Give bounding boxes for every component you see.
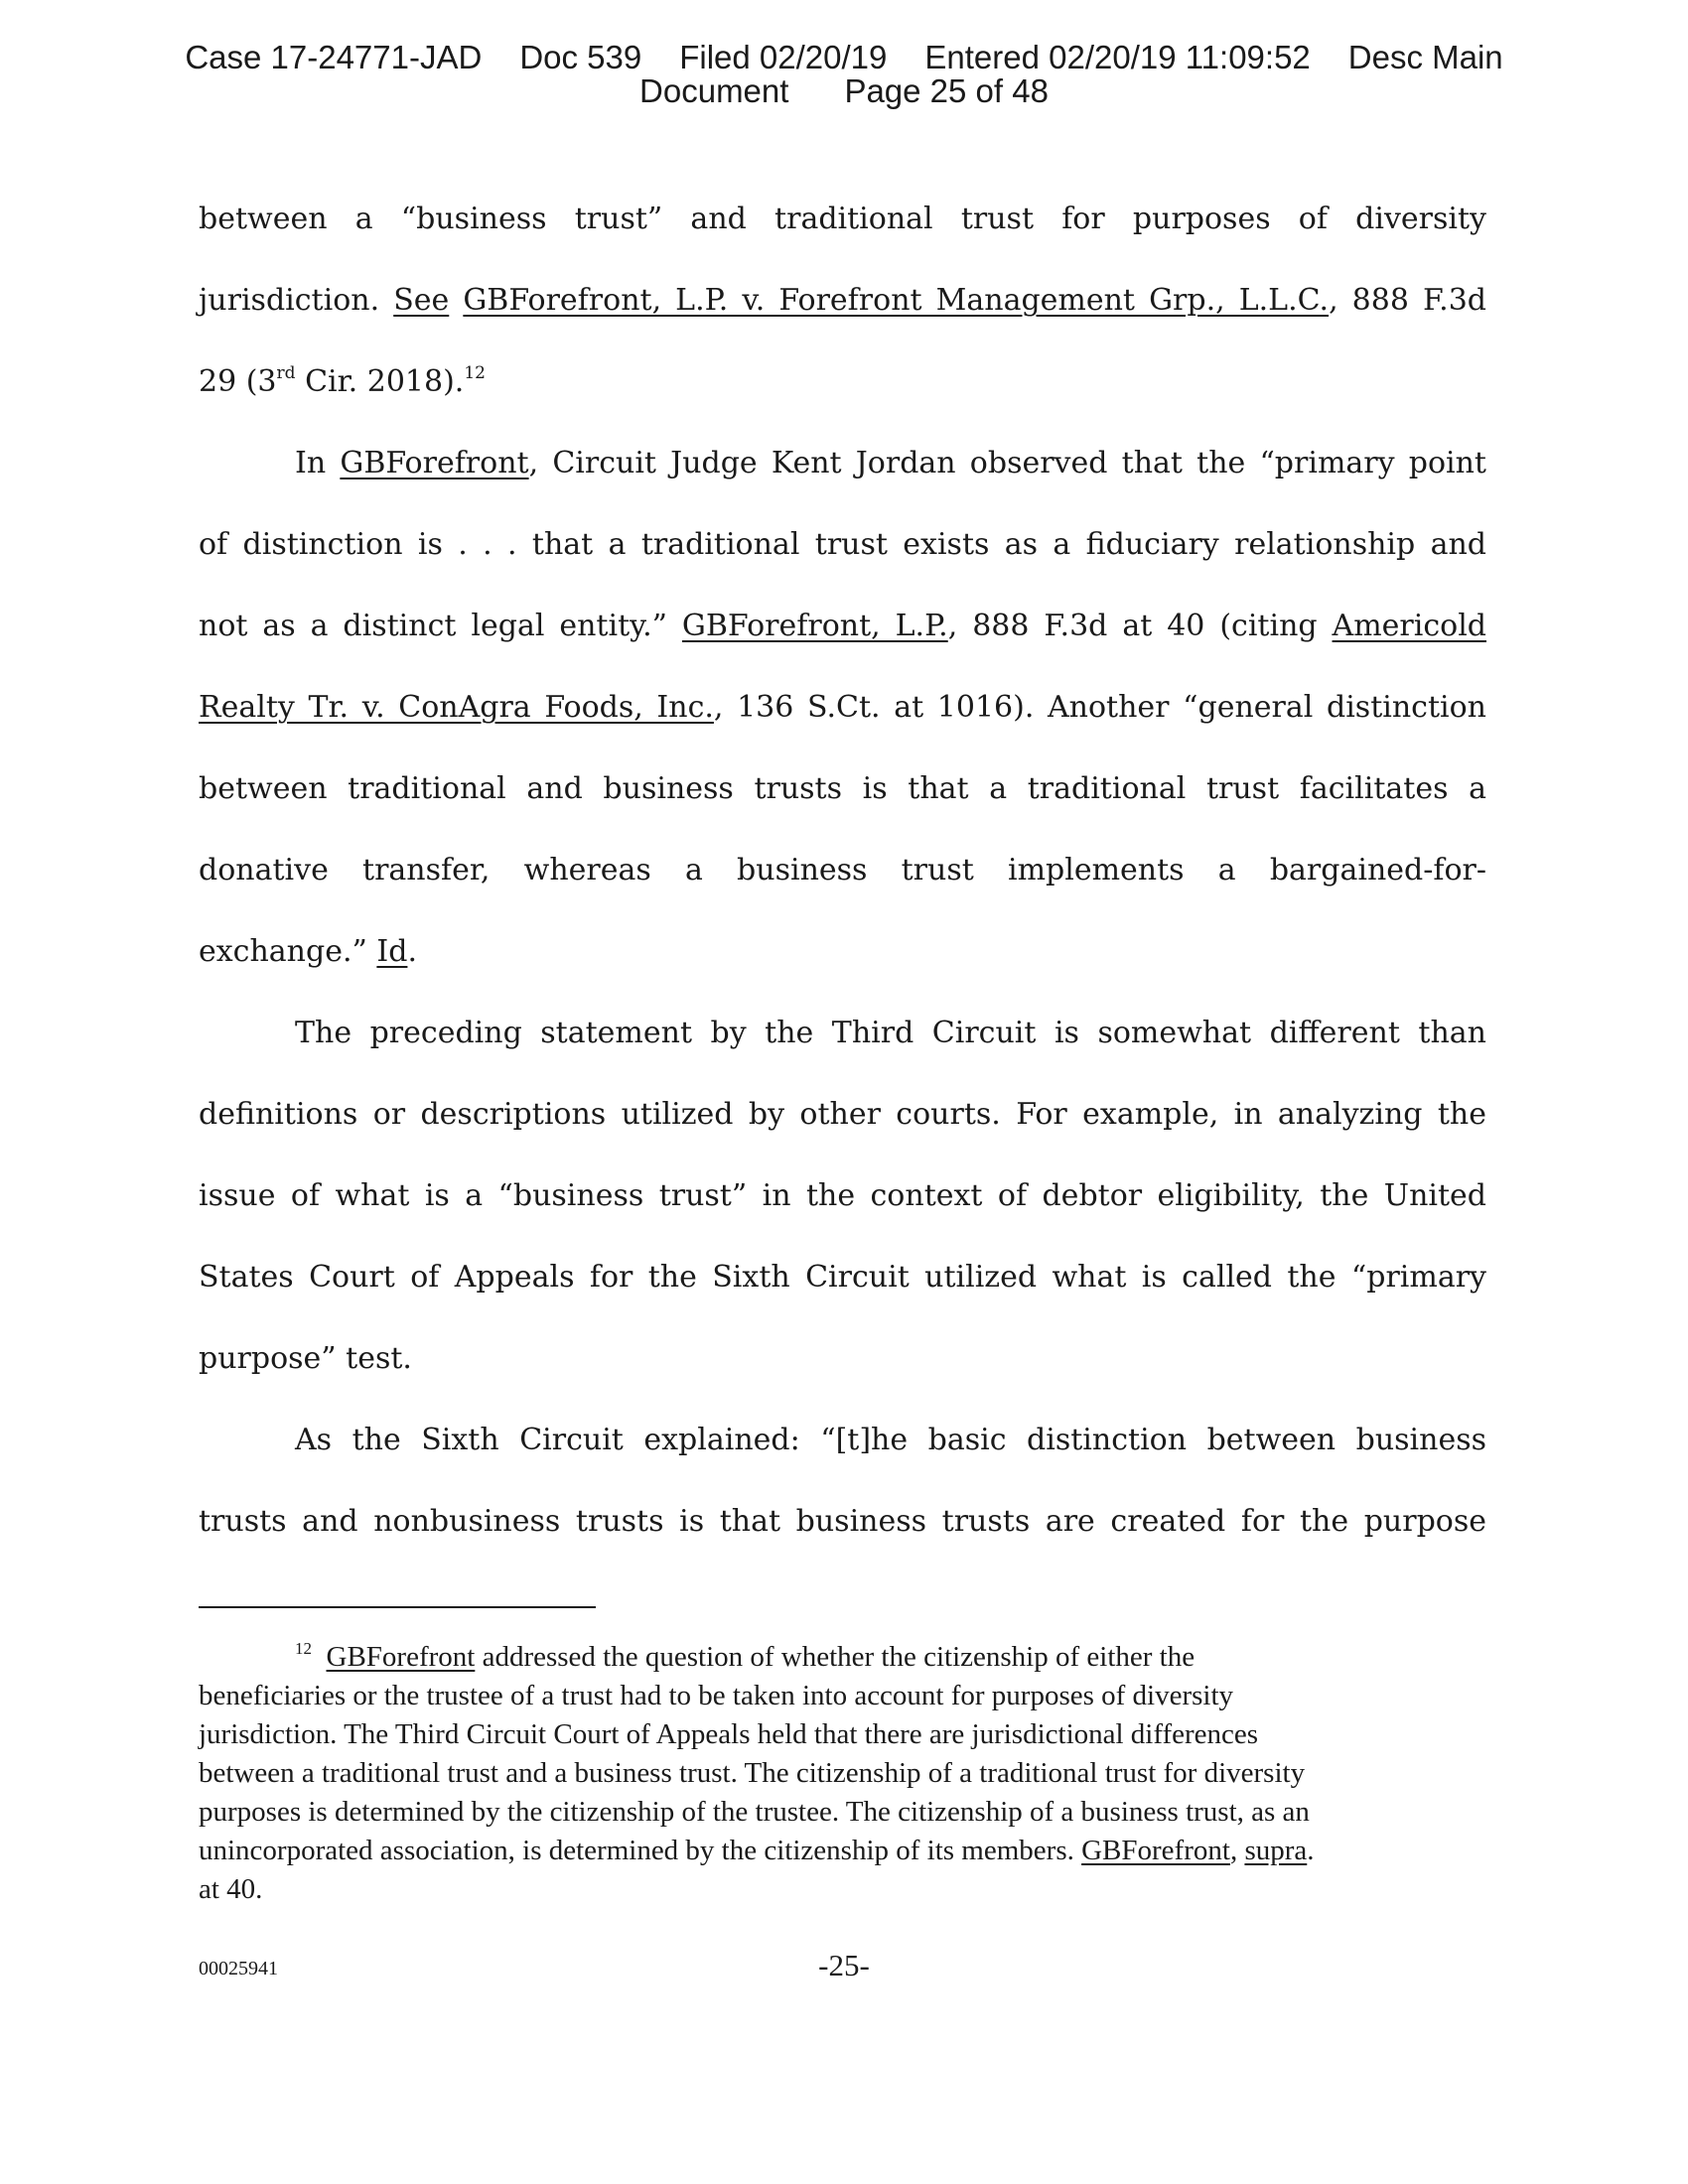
case-citation-americold: Realty Tr. v. ConAgra Foods, Inc.	[199, 690, 714, 725]
body-line: In GBForefront, Circuit Judge Kent Jordan observed that the “primary point	[295, 446, 1486, 480]
body-line: definitions or descriptions utilized by other courts. For example, in analyzing the	[199, 1097, 1486, 1132]
footnote-reference: 12	[464, 363, 486, 383]
body-line: States Court of Appeals for the Sixth Circuit utilized what is called the “primary	[199, 1260, 1486, 1295]
footnote-line: $^{12}$ GBForefront addressed the question of whether the citizenship of either the	[295, 1639, 1196, 1673]
body-line: purpose” test.	[199, 1341, 412, 1376]
footnote-line: purposes is determined by the citizenship of the trustee. The citizenship of a business trust, as an	[199, 1796, 1310, 1828]
desc-label: Desc Main	[1347, 39, 1503, 75]
body-line: between a “business trust” and traditional trust for purposes of diversity	[199, 202, 1486, 236]
body-line: between traditional and business trusts is that a traditional trust facilitates a	[199, 771, 1486, 806]
footnote-number: 12	[295, 1639, 312, 1658]
body-line: Realty Tr. v. ConAgra Foods, Inc., 136 S.Ct. at 1016). Another “general distinction	[199, 690, 1486, 725]
doc-number: Doc 539	[519, 39, 642, 75]
footnote-line: beneficiaries or the trustee of a trust had to be taken into account for purposes of diversity	[199, 1680, 1234, 1711]
body-line: issue of what is a “business trust” in the context of debtor eligibility, the United	[199, 1178, 1486, 1213]
body-line: donative transfer, whereas a business trust implements a bargained-for-	[199, 853, 1486, 887]
case-number: Case 17-24771-JAD	[185, 39, 483, 75]
footnote-line: between a traditional trust and a business trust. The citizenship of a traditional trust for diversity	[199, 1757, 1306, 1789]
id-citation: Id	[376, 934, 408, 969]
body-line: not as a distinct legal entity.” GBForefront, L.P., 888 F.3d at 40 (citing Americold	[199, 609, 1487, 643]
footnote-line: unincorporated association, is determined by the citizenship of its members. GBForefront, supra.	[199, 1835, 1315, 1866]
body-line: 29 (3rd Cir. 2018).$^{12}$	[199, 363, 486, 399]
filed-date: Filed 02/20/19	[679, 39, 888, 75]
body-line: exchange.” Id.	[199, 934, 417, 969]
document-label: Document	[639, 72, 789, 109]
body-line: As the Sixth Circuit explained: “[t]he basic distinction between business	[295, 1423, 1486, 1457]
body-line: trusts and nonbusiness trusts is that business trusts are created for the purpose	[199, 1504, 1486, 1539]
supra-signal: supra	[1244, 1835, 1308, 1866]
case-citation-gbforefront: GBForefront	[340, 446, 529, 480]
case-citation-gbforefront: GBForefront, L.P.	[681, 609, 948, 643]
body-line: jurisdiction. See GBForefront, L.P. v. Forefront Management Grp., L.L.C., 888 F.3d	[199, 283, 1486, 318]
footnote-line: at 40.	[199, 1873, 263, 1905]
case-citation-gbforefront: GBForefront, L.P. v. Forefront Management Grp., L.L.C.	[463, 283, 1330, 318]
case-citation-gbforefront: GBForefront	[1081, 1835, 1230, 1866]
case-header-line-2	[0, 73, 1688, 109]
document-id: 00025941	[199, 1958, 278, 1979]
case-citation-gbforefront: GBForefront	[326, 1641, 476, 1673]
entered-date: Entered 02/20/19 11:09:52	[924, 39, 1311, 75]
footnote-line: jurisdiction. The Third Circuit Court of Appeals held that there are jurisdictional differences	[199, 1718, 1259, 1750]
page-number: -25-	[818, 1948, 870, 1982]
case-citation-americold: Americold	[1332, 609, 1487, 643]
see-signal: See	[393, 283, 450, 318]
case-header-line-1	[0, 40, 1688, 75]
body-line: of distinction is . . . that a traditional trust exists as a fiduciary relationship and	[199, 527, 1486, 562]
page-of-total: Page 25 of 48	[844, 72, 1049, 109]
footnote-divider	[199, 1606, 596, 1608]
body-line: The preceding statement by the Third Circuit is somewhat different than	[295, 1016, 1486, 1050]
